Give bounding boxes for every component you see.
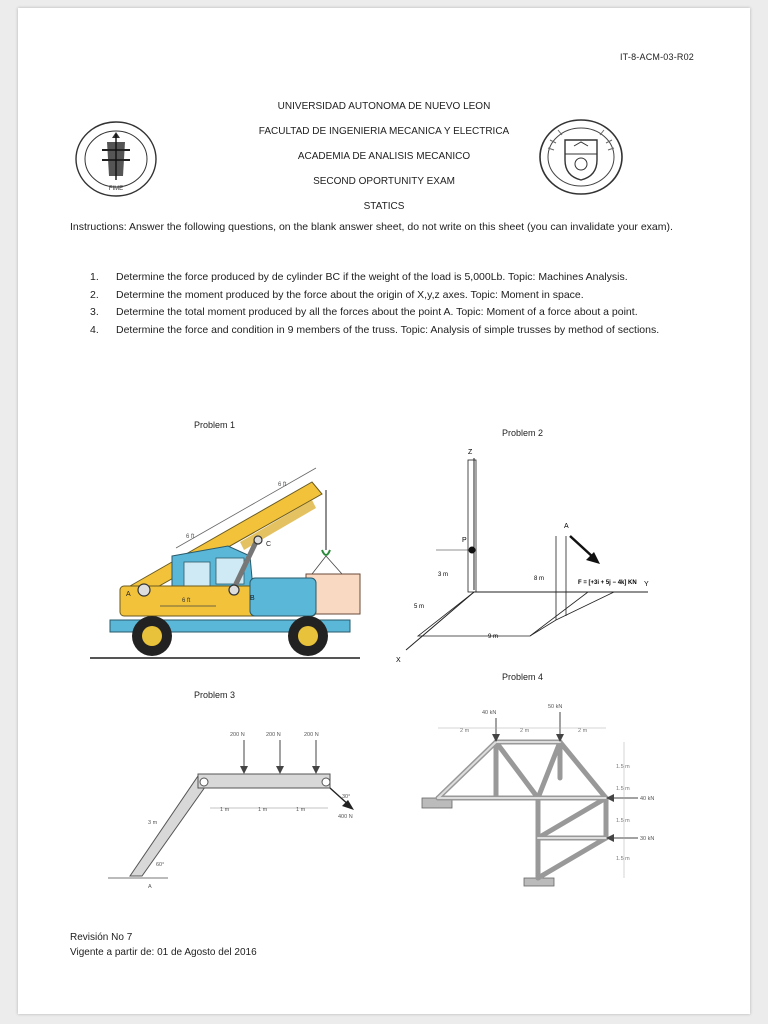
dim-y-label: 9 m xyxy=(488,634,499,640)
exam-header xyxy=(18,94,750,219)
angle-1-label: 30° xyxy=(342,794,351,800)
side-load-2-label: 30 kN xyxy=(640,836,655,842)
width-2-label: 2 m xyxy=(520,728,530,734)
valid-from-date: Vigente a partir de: 01 de Agosto del 2016 xyxy=(70,947,257,958)
revision-number: Revisión No 7 xyxy=(70,932,133,943)
document-code: IT-8-ACM-03-R02 xyxy=(619,52,694,62)
question-list xyxy=(90,270,690,340)
question-text: Determine the force produced by de cylinder BC if the weight of the load is 5,000Lb. Topic: Machines Analysis. xyxy=(116,271,628,283)
point-a-label: A xyxy=(148,884,152,890)
question-text: Determine the total moment produced by all the forces about the point A. Topic: Moment of a force about a point. xyxy=(116,306,638,318)
dim-x-label: 5 m xyxy=(414,604,425,610)
problem-4-title: Problem 4 xyxy=(502,672,544,682)
dim-label-3: 6 ft xyxy=(182,598,191,604)
point-p-label: P xyxy=(462,537,467,544)
height-1-label: 1.5 m xyxy=(616,764,630,770)
dim-label-2: 6 ft xyxy=(278,482,287,488)
problem-3-figure xyxy=(98,712,368,892)
problem-2-title: Problem 2 xyxy=(502,428,544,438)
top-load-2-label: 50 kN xyxy=(548,704,563,710)
problem-1-title: Problem 1 xyxy=(194,420,236,430)
problem-3-title: Problem 3 xyxy=(194,690,236,700)
load-1-label: 200 N xyxy=(230,732,245,738)
question-item: 1. Determine the force produced by de cylinder BC if the weight of the load is 5,000Lb. Topic: Machines Analysis. xyxy=(90,271,628,283)
problem-4-figure xyxy=(410,698,690,898)
load-3-label: 200 N xyxy=(304,732,319,738)
question-text: Determine the force and condition in 9 members of the truss. Topic: Analysis of simple trusses by method of sections. xyxy=(116,323,660,336)
question-item: 2. Determine the moment produced by the force about the origin of X,y,z axes. Topic: Moment in space. xyxy=(90,288,584,301)
force-label: F = [+3i + 5j − 4k] KN xyxy=(578,580,637,586)
dim-label-1: 6 ft xyxy=(186,534,195,540)
axis-z-label: Z xyxy=(468,449,473,456)
angle-2-label: 60° xyxy=(156,862,165,868)
academy-name: ACADEMIA DE ANALISIS MECANICO xyxy=(297,151,471,162)
university-name: UNIVERSIDAD AUTONOMA DE NUEVO LEON xyxy=(277,101,491,112)
load-4-label: 400 N xyxy=(338,814,353,820)
problem-1-figure xyxy=(90,438,370,668)
question-text: Determine the moment produced by the force about the origin of X,y,z axes. Topic: Moment in space. xyxy=(116,288,584,301)
height-a-label: 8 m xyxy=(534,576,545,582)
height-2-label: 1.5 m xyxy=(616,786,630,792)
width-3-label: 2 m xyxy=(578,728,588,734)
subject-name: STATICS xyxy=(363,201,405,212)
width-1-label: 2 m xyxy=(460,728,470,734)
span-2-label: 1 m xyxy=(258,807,268,813)
side-load-1-label: 40 kN xyxy=(640,796,655,802)
height-3-label: 1.5 m xyxy=(616,818,630,824)
top-load-1-label: 40 kN xyxy=(482,710,497,716)
span-3-label: 1 m xyxy=(296,807,306,813)
exam-footer xyxy=(70,930,257,960)
exam-page xyxy=(18,8,750,1014)
height-4-label: 1.5 m xyxy=(616,856,630,862)
left-seal-text: FIME xyxy=(108,186,124,192)
span-1-label: 1 m xyxy=(220,807,230,813)
problem-2-figure xyxy=(378,440,708,670)
question-item: 3. Determine the total moment produced by all the forces about the point A. Topic: Moment of a force about a point. xyxy=(90,306,638,318)
instructions-text: Instructions: Answer the following questions, on the blank answer sheet, do not write on this sheet (you can invalidate your exam). xyxy=(70,221,673,233)
member-length-label: 3 m xyxy=(148,820,158,826)
pin-c-label: C xyxy=(266,541,272,548)
height-p-label: 3 m xyxy=(438,572,449,578)
axis-x-label: X xyxy=(396,657,401,664)
axis-y-label: Y xyxy=(644,581,649,588)
question-item: 4. Determine the force and condition in 9 members of the truss. Topic: Analysis of simple trusses by method of sections. xyxy=(90,323,660,336)
pin-a-label: A xyxy=(126,591,131,598)
point-a-label: A xyxy=(564,523,569,530)
load-2-label: 200 N xyxy=(266,732,281,738)
pin-b-label: B xyxy=(250,595,255,602)
exam-name: SECOND OPORTUNITY EXAM xyxy=(313,176,455,187)
faculty-name: FACULTAD DE INGENIERIA MECANICA Y ELECTRICA xyxy=(258,126,510,137)
